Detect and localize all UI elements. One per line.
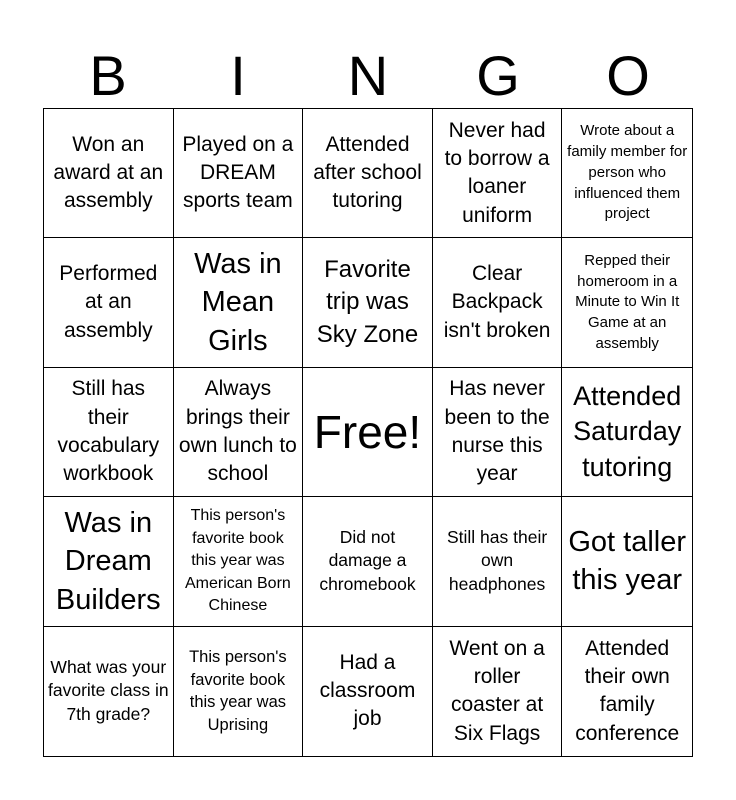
header-letter-g: G [476,44,520,107]
bingo-cell-r1c4[interactable] [433,109,563,238]
cell-text: Always brings their own lunch to school [178,377,297,486]
bingo-cell-r4c3[interactable] [303,497,433,626]
cell-text: Performed at an assembly [59,262,158,342]
bingo-cell-r5c1[interactable] [44,627,174,756]
cell-text: Went on a roller coaster at Six Flags [449,636,545,745]
bingo-cell-r2c1[interactable] [44,238,174,367]
header-letter-b: B [89,44,127,107]
header-letter-i: I [230,44,246,107]
cell-text: Got taller this year [568,526,687,597]
cell-text: Wrote about a family member for person who influenced them project [567,122,688,223]
bingo-cell-r3c1[interactable] [44,368,174,497]
cell-text: Still has their vocabulary workbook [57,377,160,486]
cell-text: Had a classroom job [319,650,416,731]
header-letter-n: N [347,44,389,107]
bingo-cell-r5c5[interactable] [562,627,692,756]
cell-text: Has never been to the nurse this year [444,377,550,486]
cell-text: This person's favorite book this year was Uprising [189,648,287,734]
cell-text: Was in Mean Girls [194,248,282,357]
cell-text: Favorite trip was Sky Zone [316,255,419,348]
cell-text: Won an award at an assembly [53,132,164,213]
bingo-cell-r2c3[interactable] [303,238,433,367]
bingo-cell-r2c5[interactable] [562,238,692,367]
bingo-cell-r5c3[interactable] [303,627,433,756]
bingo-cell-r3c2[interactable] [174,368,304,497]
cell-text: Attended Saturday tutoring [573,381,682,482]
bingo-cell-r4c2[interactable] [174,497,304,626]
bingo-cell-r1c5[interactable] [562,109,692,238]
bingo-cell-r1c3[interactable] [303,109,433,238]
bingo-header [43,44,693,108]
cell-text: Attended after school tutoring [313,132,422,213]
cell-text: Played on a DREAM sports team [182,132,294,213]
bingo-cell-r5c2[interactable] [174,627,304,756]
bingo-cell-free[interactable] [303,368,433,497]
bingo-cell-r4c1[interactable] [44,497,174,626]
cell-text: This person's favorite book this year was American Born Chinese [184,507,291,614]
bingo-cell-r1c1[interactable] [44,109,174,238]
bingo-cell-r2c4[interactable] [433,238,563,367]
cell-text: Repped their homeroom in a Minute to Win It Game at an assembly [575,251,680,352]
cell-text: Never had to borrow a loaner uniform [444,118,550,227]
bingo-cell-r1c2[interactable] [174,109,304,238]
cell-text: Attended their own family conference [575,636,680,745]
bingo-cell-r5c4[interactable] [433,627,563,756]
cell-text: Did not damage a chromebook [319,526,416,595]
free-space-text: Free! [313,405,422,458]
bingo-board [43,108,693,757]
cell-text: Was in Dream Builders [55,506,161,616]
bingo-cell-r4c4[interactable] [433,497,563,626]
bingo-cell-r2c2[interactable] [174,238,304,367]
cell-text: Clear Backpack isn't broken [443,262,551,342]
header-letter-o: O [606,44,650,107]
bingo-cell-r4c5[interactable] [562,497,692,626]
cell-text: What was your favorite class in 7th grade? [48,656,169,725]
bingo-cell-r3c4[interactable] [433,368,563,497]
cell-text: Still has their own headphones [447,526,548,595]
bingo-cell-r3c5[interactable] [562,368,692,497]
